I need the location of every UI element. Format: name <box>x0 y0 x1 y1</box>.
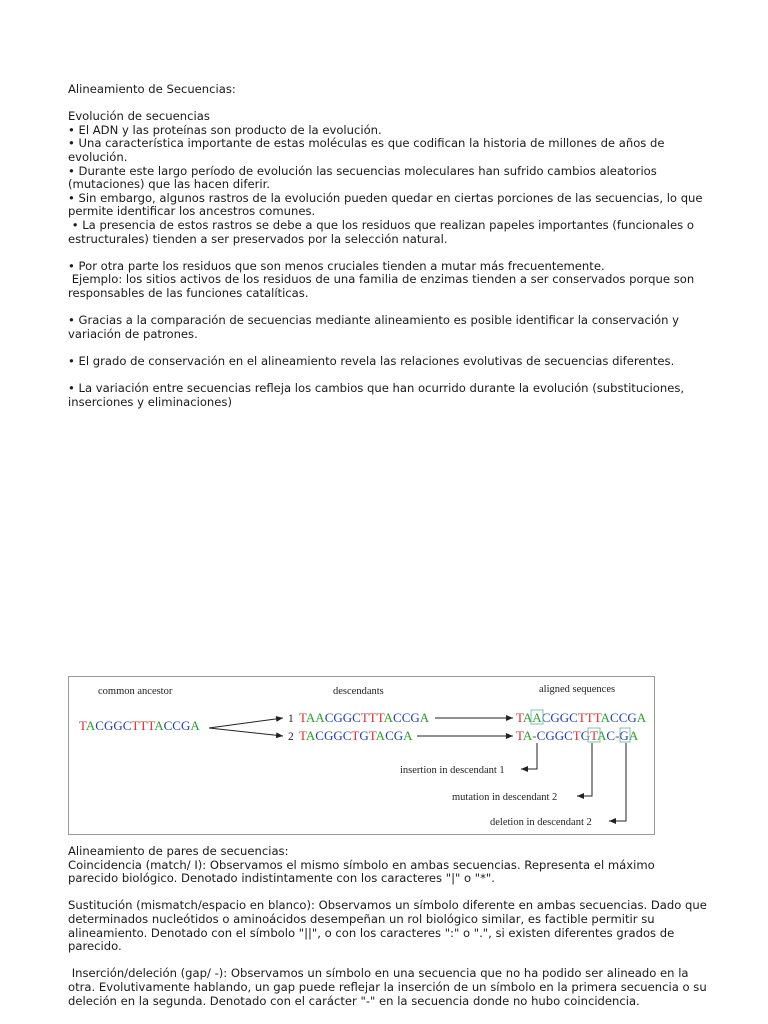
nucleotide-aligned1-14: A <box>636 710 647 725</box>
nucleotide-aligned2-9: T <box>590 728 598 743</box>
label-deletion: deletion in descendant 2 <box>490 817 592 828</box>
nucleotide-aligned2-6: C <box>564 728 573 743</box>
nucleotide-descendant1-11: C <box>393 710 402 725</box>
nucleotide-descendant1-10: A <box>383 710 394 725</box>
nucleotide-ancestor-4: G <box>113 718 123 733</box>
nucleotide-aligned2-12: - <box>615 728 620 743</box>
sequence-descendant-1 <box>299 710 430 725</box>
nucleotide-ancestor-6: T <box>131 718 140 733</box>
sequence-ancestor <box>79 718 200 733</box>
pairs-gap: Inserción/deleción (gap/ -): Observamos un símbolo en una secuencia que no ha podido ser alineado en la otra. Evolutivamente hablando, un gap puede reflejar la inserción de un símbolo en la primera secuencia o su deleción en la segunda. Denotado con el carácter "-" en la secuencia donde no hubo coincidencia. <box>68 966 711 1008</box>
nucleotide-ancestor-2: C <box>95 718 104 733</box>
nucleotide-aligned2-13: G <box>619 728 629 743</box>
nucleotide-descendant2-9: A <box>375 728 386 743</box>
sequence-descendant-2 <box>299 728 413 743</box>
paragraph-6: • Por otra parte los residuos que son menos cruciales tienden a mutar más frecuentemente. <box>68 258 605 273</box>
alignment-diagram <box>69 677 654 834</box>
nucleotide-descendant1-14: A <box>419 710 430 725</box>
paragraph-2: • Una característica importante de estas moléculas es que codifican la historia de millones de años de evolución. <box>68 136 669 164</box>
paragraph-8: • Gracias a la comparación de secuencias mediante alineamiento es posible identificar la conservación y variación de patrones. <box>68 313 683 341</box>
paragraph-9: • El grado de conservación en el alineamiento revela las relaciones evolutivas de secuencias diferentes. <box>68 353 675 368</box>
paragraph-10: • La variación entre secuencias refleja los cambios que han ocurrido durante la evolución (substituciones, inserciones y eliminaciones) <box>68 381 688 409</box>
nucleotide-descendant2-0: T <box>299 728 306 743</box>
nucleotide-aligned1-3: C <box>541 710 551 725</box>
nucleotide-descendant1-2: A <box>315 710 325 725</box>
nucleotide-ancestor-11: C <box>172 718 181 733</box>
label-insertion: insertion in descendant 1 <box>400 765 505 776</box>
nucleotide-aligned2-3: C <box>536 728 546 743</box>
nucleotide-descendant1-12: C <box>401 710 411 725</box>
nucleotide-descendant2-11: G <box>393 728 404 743</box>
nucleotide-descendant1-4: G <box>333 710 343 725</box>
nucleotide-descendant2-2: C <box>315 728 324 743</box>
section-pares <box>68 844 711 1008</box>
paragraph-1: • El ADN y las proteínas son producto de la evolución. <box>68 122 382 137</box>
label-aligned-sequences: aligned sequences <box>539 684 616 695</box>
nucleotide-aligned1-11: C <box>610 710 619 725</box>
nucleotide-descendant2-5: C <box>342 728 352 743</box>
nucleotide-descendant1-3: C <box>324 710 334 725</box>
nucleotide-ancestor-5: C <box>122 718 132 733</box>
nucleotide-descendant1-9: T <box>376 710 384 725</box>
nucleotide-aligned1-2: A <box>532 710 542 725</box>
pairs-title: Alineamiento de pares de secuencias: <box>68 844 289 858</box>
nucleotide-aligned1-12: C <box>618 710 628 725</box>
paragraph-4: • Sin embargo, algunos rastros de la evolución pueden quedar en ciertas porciones de las secuencias, lo que permite identificar los ancestros comunes. <box>68 190 707 219</box>
nucleotide-aligned1-13: G <box>627 710 637 725</box>
nucleotide-ancestor-1: A <box>85 718 96 733</box>
nucleotide-descendant2-1: A <box>305 728 316 743</box>
pairs-match: Coincidencia (match/ I): Observamos el mismo símbolo en ambas secuencias. Representa el máximo parecido biológico. Denotado indistintamente con los caracteres "|" o "*". <box>68 857 659 886</box>
nucleotide-aligned2-1: A <box>522 728 533 743</box>
descendant-number-1: 1 <box>288 713 294 725</box>
nucleotide-descendant2-10: C <box>385 728 394 743</box>
doc-title: Alineamiento de Secuencias: <box>68 82 236 96</box>
sequence-aligned-1 <box>516 710 647 725</box>
paragraph-3: • Durante este largo período de evolución las secuencias moleculares han sufrido cambios aleatorios (mutaciones) que las hacen diferir. <box>68 163 661 192</box>
nucleotide-descendant2-12: A <box>403 728 413 743</box>
nucleotide-ancestor-3: G <box>103 718 114 733</box>
nucleotide-aligned2-11: C <box>606 728 616 743</box>
nucleotide-descendant1-1: A <box>305 710 316 725</box>
nucleotide-aligned2-0: T <box>516 728 523 743</box>
nucleotide-ancestor-0: T <box>79 718 86 733</box>
alignment-figure <box>68 676 655 835</box>
nucleotide-descendant2-7: G <box>359 728 369 743</box>
nucleotide-aligned2-14: A <box>628 728 639 743</box>
label-descendants: descendants <box>333 686 384 697</box>
paragraph-7: Ejemplo: los sitios activos de los residuos de una familia de enzimas tienden a ser conservados porque son responsables de las funciones catalíticas. <box>68 272 698 300</box>
nucleotide-aligned1-0: T <box>516 710 523 725</box>
nucleotide-aligned2-7: T <box>572 728 581 743</box>
nucleotide-aligned2-5: G <box>554 728 565 743</box>
nucleotide-aligned1-10: A <box>600 710 611 725</box>
nucleotide-descendant2-6: T <box>351 728 360 743</box>
label-common-ancestor: common ancestor <box>98 686 173 697</box>
nucleotide-descendant1-5: G <box>342 710 353 725</box>
descendant-number-2: 2 <box>288 731 294 743</box>
callout-mutation <box>577 743 592 796</box>
nucleotide-aligned1-7: T <box>577 710 586 725</box>
nucleotide-descendant1-6: C <box>352 710 361 725</box>
nucleotide-ancestor-10: C <box>163 718 173 733</box>
nucleotide-aligned2-8: G <box>580 728 591 743</box>
nucleotide-ancestor-8: T <box>147 718 155 733</box>
nucleotide-aligned1-8: T <box>585 710 594 725</box>
nucleotide-ancestor-9: A <box>154 718 164 733</box>
label-mutation: mutation in descendant 2 <box>452 792 558 803</box>
nucleotide-aligned2-4: G <box>545 728 555 743</box>
nucleotide-descendant1-0: T <box>299 710 306 725</box>
callout-deletion <box>609 743 626 821</box>
nucleotide-aligned1-1: A <box>522 710 533 725</box>
nucleotide-descendant1-8: T <box>368 710 377 725</box>
nucleotide-ancestor-13: A <box>190 718 200 733</box>
pairs-mismatch: Sustitución (mismatch/espacio en blanco): Observamos un símbolo diferente en ambas secuencias. Dado que determinados nucleótidos o aminoácidos desempeñan un rol biológico similar, es factible permitir su alineamiento. Denotado con el símbolo "||", o con los caracteres ":" o ".", si existen diferentes grados de parecido. <box>68 898 711 954</box>
arrow-to-descendant-2 <box>209 728 283 736</box>
nucleotide-aligned2-2: - <box>532 728 537 743</box>
paragraph-5: • La presencia de estos rastros se debe a que los residuos que realizan papeles importantes (funcionales o estructurales) tienden a ser preservados por la selección natural. <box>68 217 698 246</box>
nucleotide-aligned1-4: G <box>550 710 560 725</box>
nucleotide-ancestor-7: T <box>139 718 148 733</box>
nucleotide-descendant1-7: T <box>360 710 369 725</box>
nucleotide-ancestor-12: G <box>180 718 191 733</box>
nucleotide-aligned1-5: G <box>559 710 570 725</box>
section-evolucion <box>68 83 708 409</box>
nucleotide-descendant1-13: G <box>410 710 420 725</box>
subsection-title: Evolución de secuencias <box>68 109 210 124</box>
nucleotide-descendant2-8: T <box>368 728 376 743</box>
arrow-to-descendant-1 <box>209 718 283 728</box>
nucleotide-aligned1-6: C <box>569 710 578 725</box>
callout-insertion <box>521 743 537 769</box>
nucleotide-aligned2-10: A <box>597 728 607 743</box>
nucleotide-aligned1-9: T <box>593 710 601 725</box>
nucleotide-descendant2-4: G <box>333 728 343 743</box>
nucleotide-descendant2-3: G <box>323 728 334 743</box>
